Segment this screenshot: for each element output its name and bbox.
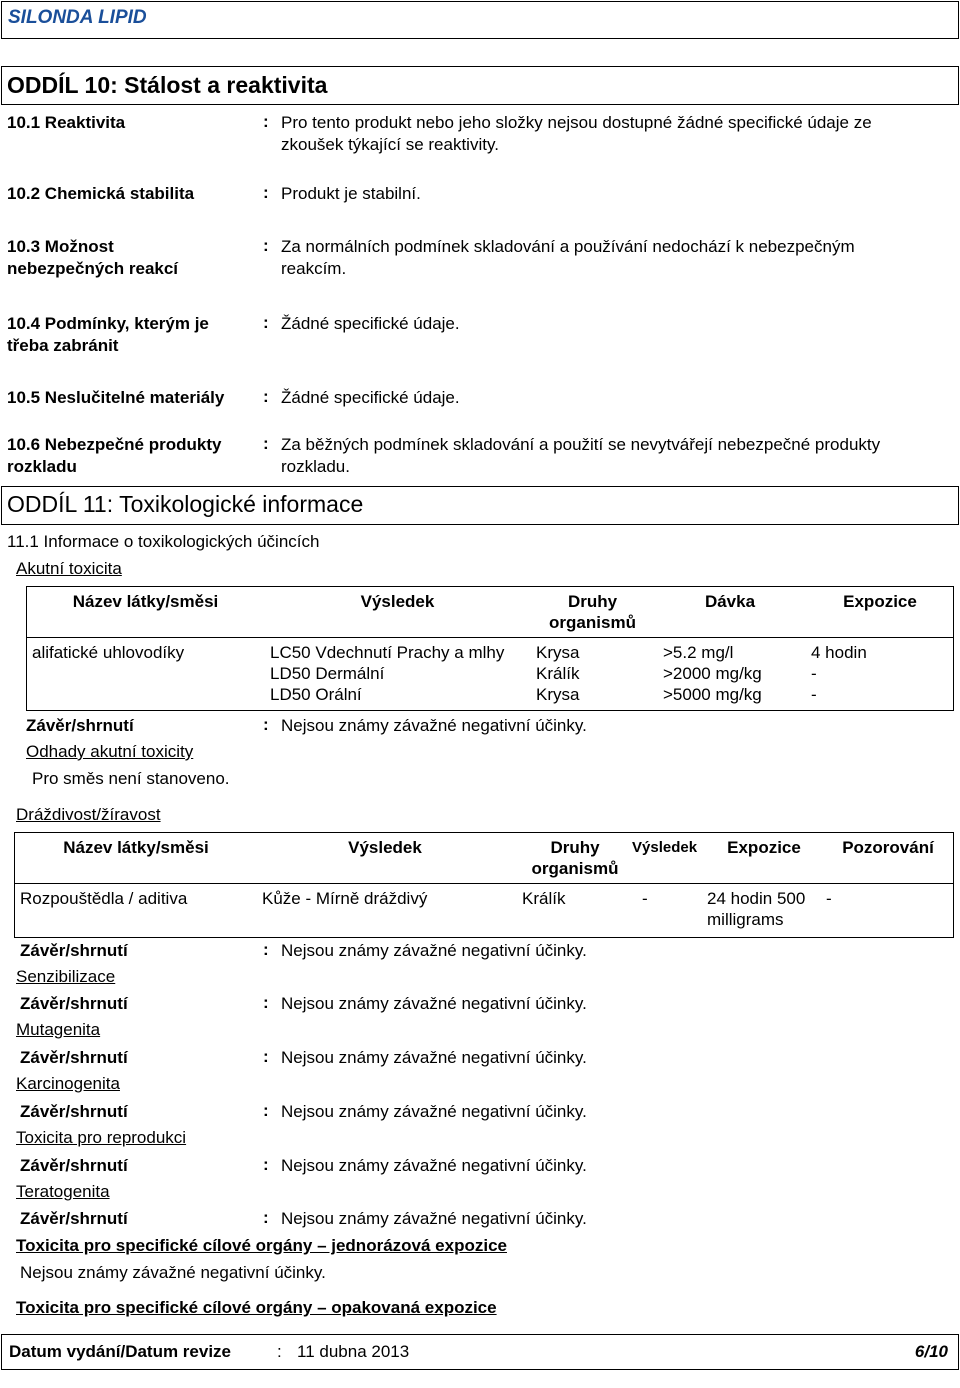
irritation-row-result: Kůže - Mírně dráždivý: [262, 889, 428, 908]
section11-subtitle: 11.1 Informace o toxikologických účincích: [7, 532, 320, 551]
section10-label-2: 10.2 Chemická stabilita: [7, 184, 195, 203]
colon: :: [263, 434, 269, 453]
acute-row-dose-2: >2000 mg/kg: [663, 664, 762, 683]
irritation-col-exposure: Expozice: [727, 838, 801, 857]
acute-estimates-heading: Odhady akutní toxicity: [26, 742, 194, 761]
footer-page-number: 6/10: [914, 1342, 948, 1361]
irritation-conclusion-label: Závěr/shrnutí: [20, 941, 128, 960]
acute-col-exposure: Expozice: [843, 592, 917, 611]
irritation-conclusion-value: Nejsou známy závažné negativní účinky.: [281, 941, 587, 960]
acute-row-exposure-3: -: [811, 685, 817, 704]
stot-single-value: Nejsou známy závažné negativní účinky.: [20, 1263, 326, 1282]
acute-conclusion-label: Závěr/shrnutí: [26, 716, 134, 735]
acute-row-dose-1: >5.2 mg/l: [663, 643, 734, 662]
sensitization-conclusion-value: Nejsou známy závažné negativní účinky.: [281, 994, 587, 1013]
colon: :: [263, 1155, 269, 1174]
section10-value-4: Žádné specifické údaje.: [281, 314, 460, 333]
sensitization-conclusion-label: Závěr/shrnutí: [20, 994, 128, 1013]
acute-table-divider: [26, 637, 954, 638]
acute-row-exposure-1: 4 hodin: [811, 643, 867, 662]
colon: :: [263, 715, 269, 734]
colon: :: [263, 1047, 269, 1066]
footer-label: Datum vydání/Datum revize: [9, 1342, 232, 1361]
irritation-col-name: Název látky/směsi: [63, 838, 209, 857]
teratogenicity-conclusion-label: Závěr/shrnutí: [20, 1209, 128, 1228]
teratogenicity-heading: Teratogenita: [16, 1182, 110, 1201]
reproductive-toxicity-heading: Toxicita pro reprodukci: [16, 1128, 187, 1147]
mutagenicity-conclusion-label: Závěr/shrnutí: [20, 1048, 128, 1067]
colon: :: [263, 1101, 269, 1120]
section10-value-3: Za normálních podmínek skladování a používání nedochází k nebezpečným reakcím.: [281, 237, 855, 278]
section10-value-5: Žádné specifické údaje.: [281, 388, 460, 407]
acute-row-result-3: LD50 Orální: [270, 685, 362, 704]
irritation-heading: Dráždivost/žíravost: [16, 805, 161, 824]
acute-col-result: Výsledek: [360, 592, 435, 611]
acute-row-dose-3: >5000 mg/kg: [663, 685, 762, 704]
carcinogenicity-heading: Karcinogenita: [16, 1074, 120, 1093]
section10-value-6: Za běžných podmínek skladování a použití se nevytvářejí nebezpečné produkty rozkladu.: [281, 435, 881, 476]
acute-row-exposure-2: -: [811, 664, 817, 683]
acute-col-dose: Dávka: [704, 592, 756, 611]
section10-value-1: Pro tento produkt nebo jeho složky nejsou dostupné žádné specifické údaje ze zkoušek týkající se reaktivity.: [281, 113, 872, 154]
colon: :: [263, 940, 269, 959]
acute-row-species-2: Králík: [536, 664, 580, 683]
colon: :: [263, 183, 269, 202]
footer-date: 11 dubna 2013: [297, 1342, 410, 1361]
section10-title: ODDÍL 10: Stálost a reaktivita: [7, 72, 328, 98]
colon: :: [263, 112, 269, 131]
stot-repeated-heading: Toxicita pro specifické cílové orgány – opakovaná expozice: [16, 1298, 497, 1317]
carcinogenicity-conclusion-value: Nejsou známy závažné negativní účinky.: [281, 1102, 587, 1121]
acute-row-species-1: Krysa: [536, 643, 580, 662]
irritation-col-species: Druhy organismů: [531, 838, 619, 878]
section10-label-6: 10.6 Nebezpečné produkty rozkladu: [7, 435, 222, 476]
acute-col-name: Název látky/směsi: [72, 592, 219, 611]
footer-colon: :: [277, 1342, 282, 1361]
acute-row-result-1: LC50 Vdechnutí Prachy a mlhy: [270, 643, 505, 662]
section10-value-2: Produkt je stabilní.: [281, 184, 421, 203]
mutagenicity-conclusion-value: Nejsou známy závažné negativní účinky.: [281, 1048, 587, 1067]
colon: :: [263, 236, 269, 255]
irritation-col-observation: Pozorování: [842, 838, 934, 857]
acute-toxicity-heading: Akutní toxicita: [16, 559, 122, 578]
acute-conclusion-value: Nejsou známy závažné negativní účinky.: [281, 716, 587, 735]
acute-row-species-3: Krysa: [536, 685, 580, 704]
product-name: SILONDA LIPID: [8, 7, 147, 28]
acute-row-result-2: LD50 Dermální: [270, 664, 385, 683]
reproductive-conclusion-label: Závěr/shrnutí: [20, 1156, 128, 1175]
section11-title: ODDÍL 11: Toxikologické informace: [7, 491, 364, 517]
sensitization-heading: Senzibilizace: [16, 967, 116, 986]
stot-single-heading: Toxicita pro specifické cílové orgány – jednorázová expozice: [16, 1236, 507, 1255]
carcinogenicity-conclusion-label: Závěr/shrnutí: [20, 1102, 128, 1121]
irritation-row-name: Rozpouštědla / aditiva: [20, 889, 188, 908]
irritation-table-divider: [14, 883, 954, 884]
irritation-row-species: Králík: [522, 889, 566, 908]
irritation-row-score: -: [642, 889, 648, 908]
irritation-col-result: Výsledek: [348, 838, 422, 857]
mutagenicity-heading: Mutagenita: [16, 1020, 101, 1039]
acute-estimates-value: Pro směs není stanoveno.: [32, 769, 230, 788]
colon: :: [263, 387, 269, 406]
reproductive-conclusion-value: Nejsou známy závažné negativní účinky.: [281, 1156, 587, 1175]
section10-label-4: 10.4 Podmínky, kterým je třeba zabránit: [7, 314, 209, 355]
irritation-row-observation: -: [826, 889, 832, 908]
acute-col-species: Druhy organismů: [549, 592, 636, 632]
section10-label-3: 10.3 Možnost nebezpečných reakcí: [7, 237, 179, 278]
irritation-col-score: Výsledek: [632, 839, 698, 856]
acute-row-name: alifatické uhlovodíky: [32, 643, 185, 662]
irritation-row-exposure: 24 hodin 500 milligrams: [707, 889, 806, 929]
colon: :: [263, 1208, 269, 1227]
colon: :: [263, 993, 269, 1012]
section10-label-5: 10.5 Neslučitelné materiály: [7, 388, 225, 407]
colon: :: [263, 313, 269, 332]
section10-label-1: 10.1 Reaktivita: [7, 113, 126, 132]
teratogenicity-conclusion-value: Nejsou známy závažné negativní účinky.: [281, 1209, 587, 1228]
